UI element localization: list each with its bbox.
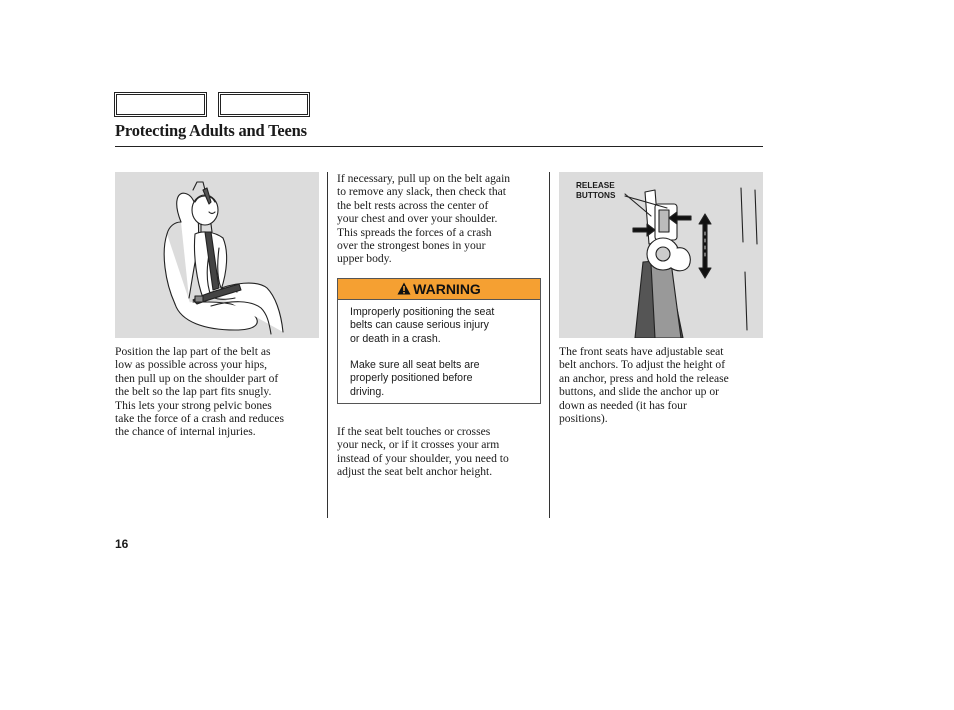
- middle-line: upper body.: [337, 252, 392, 266]
- middle-column-bottom-text: [337, 425, 545, 479]
- left-column-text: [115, 345, 321, 439]
- callout-line: BUTTONS: [576, 190, 616, 200]
- middle-line: If the seat belt touches or crosses: [337, 425, 491, 438]
- left-line: This lets your strong pelvic bones: [115, 398, 272, 412]
- right-line: The front seats have adjustable seat: [559, 345, 724, 358]
- warning-paragraph-1: [350, 306, 534, 346]
- seated-person-illustration: [115, 172, 319, 338]
- warning-paragraph-2: [350, 359, 534, 399]
- middle-line: your neck, or if it crosses your arm: [337, 438, 500, 452]
- warning-line: properly positioned before: [350, 372, 473, 385]
- nav-button-1[interactable]: [114, 92, 207, 117]
- right-line: down as needed (it has four: [559, 398, 687, 412]
- nav-button-1-frame: [116, 94, 205, 115]
- warning-line: or death in a crash.: [350, 332, 441, 345]
- right-line: buttons, and slide the anchor up or: [559, 385, 720, 399]
- warning-line: Make sure all seat belts are: [350, 359, 480, 371]
- left-line: the belt so the lap part fits snugly.: [115, 385, 272, 399]
- warning-box: [337, 278, 541, 404]
- release-buttons-callout: [576, 181, 615, 201]
- left-line: Position the lap part of the belt as: [115, 345, 271, 358]
- warning-heading: [338, 279, 540, 300]
- right-line: an anchor, press and hold the release: [559, 371, 729, 385]
- left-line: then pull up on the shoulder part of: [115, 371, 279, 385]
- column-divider-left: [327, 172, 328, 518]
- nav-button-2[interactable]: [218, 92, 310, 117]
- right-line: positions).: [559, 412, 608, 426]
- warning-triangle-icon: [397, 280, 411, 300]
- right-column-text: [559, 345, 769, 425]
- middle-line: your chest and over your shoulder.: [337, 212, 498, 226]
- warning-line: belts can cause serious injury: [350, 319, 489, 332]
- warning-heading-text: WARNING: [413, 281, 481, 297]
- middle-line: If necessary, pull up on the belt again: [337, 172, 511, 185]
- middle-line: the belt rests across the center of: [337, 198, 489, 212]
- warning-line: driving.: [350, 385, 385, 398]
- section-title: Protecting Adults and Teens: [115, 121, 307, 140]
- middle-line: over the strongest bones in your: [337, 239, 486, 253]
- callout-line: RELEASE: [576, 181, 615, 190]
- middle-line: instead of your shoulder, you need to: [337, 451, 509, 465]
- nav-button-2-frame: [220, 94, 308, 115]
- middle-line: to remove any slack, then check that: [337, 185, 507, 199]
- left-line: take the force of a crash and reduces: [115, 412, 284, 426]
- left-line: the chance of internal injuries.: [115, 425, 256, 439]
- warning-line: Improperly positioning the seat: [350, 306, 495, 318]
- column-divider-right: [549, 172, 550, 518]
- seated-person-drawing: [115, 172, 319, 338]
- middle-line: This spreads the forces of a crash: [337, 225, 492, 239]
- middle-column-top-text: [337, 172, 545, 266]
- right-line: belt anchors. To adjust the height of: [559, 358, 726, 372]
- page-number: 16: [115, 537, 129, 551]
- left-line: low as possible across your hips,: [115, 358, 267, 372]
- middle-line: adjust the seat belt anchor height.: [337, 465, 493, 479]
- title-rule: [115, 146, 763, 147]
